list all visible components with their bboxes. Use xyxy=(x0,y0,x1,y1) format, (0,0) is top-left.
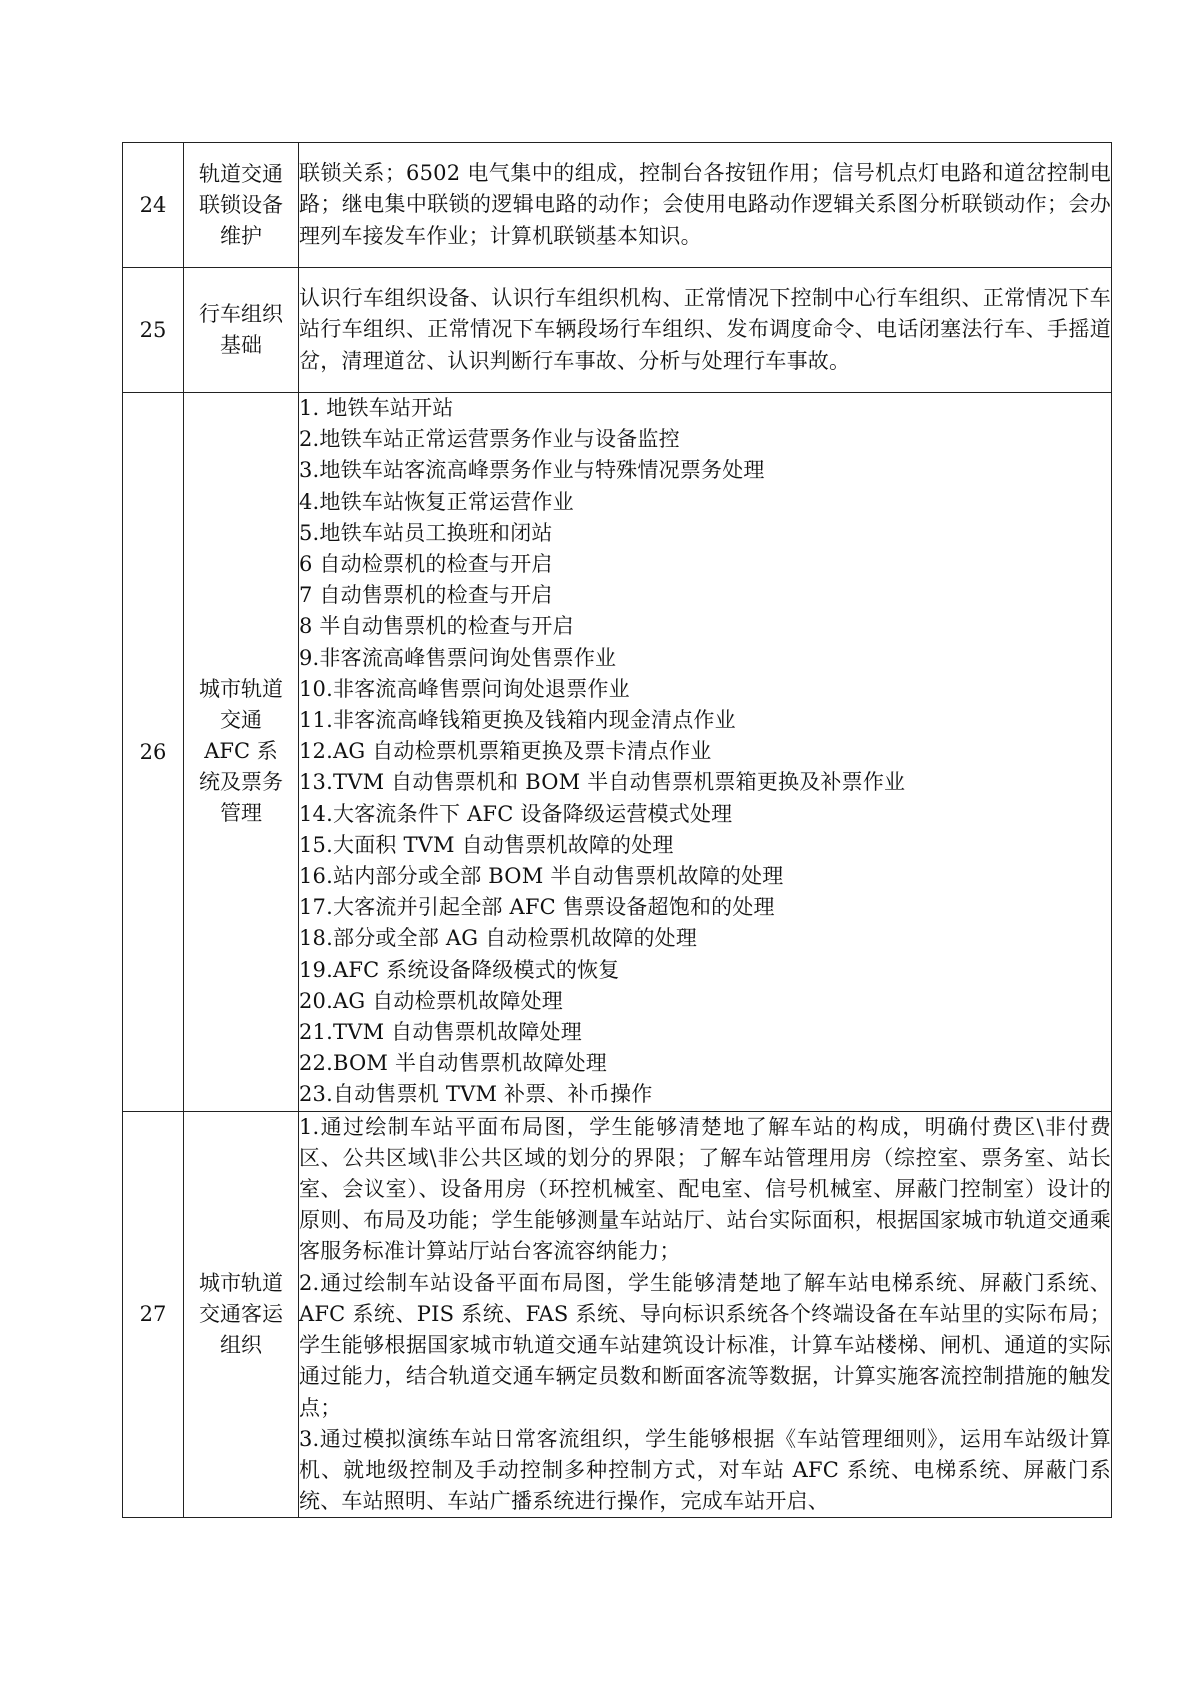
course-content-cell xyxy=(299,1111,1112,1518)
list-item: 13.TVM 自动售票机和 BOM 半自动售票机票箱更换及补票作业 xyxy=(299,770,906,795)
course-name: 城市轨道交通AFC 系统及票务管理 xyxy=(199,677,283,826)
course-table xyxy=(122,142,1112,1518)
list-item: 3.地铁车站客流高峰票务作业与特殊情况票务处理 xyxy=(299,458,765,483)
row-number: 24 xyxy=(123,143,184,268)
list-item: 8 半自动售票机的检查与开启 xyxy=(299,614,574,639)
table-row xyxy=(123,268,1112,393)
course-content-cell xyxy=(299,393,1112,1112)
course-name: 行车组织基础 xyxy=(199,302,283,357)
list-item: 14.大客流条件下 AFC 设备降级运营模式处理 xyxy=(299,801,733,826)
list-item: 16.站内部分或全部 BOM 半自动售票机故障的处理 xyxy=(299,864,784,889)
list-item: 11.非客流高峰钱箱更换及钱箱内现金清点作业 xyxy=(299,708,736,733)
course-name-cell xyxy=(184,268,299,393)
row-number: 27 xyxy=(123,1111,184,1518)
course-content-cell xyxy=(299,143,1112,268)
list-item: 18.部分或全部 AG 自动检票机故障的处理 xyxy=(299,926,698,951)
list-item: 4.地铁车站恢复正常运营作业 xyxy=(299,489,574,514)
list-item: 1. 地铁车站开站 xyxy=(299,396,454,420)
course-content: 认识行车组织设备、认识行车组织机构、正常情况下控制中心行车组织、正常情况下车站行车组织、正常情况下车辆段场行车组织、发布调度命令、电话闭塞法行车、手摇道岔，清理道岔、认识判断行车事故、分析与处理行车事故。 xyxy=(299,286,1111,373)
list-item: 21.TVM 自动售票机故障处理 xyxy=(299,1020,582,1045)
course-content: 联锁关系；6502 电气集中的组成，控制台各按钮作用；信号机点灯电路和道岔控制电路；继电集中联锁的逻辑电路的动作；会使用电路动作逻辑关系图分析联锁动作；会办理列车接发车作业；计算机联锁基本知识。 xyxy=(299,161,1111,248)
list-item: 17.大客流并引起全部 AFC 售票设备超饱和的处理 xyxy=(299,895,775,920)
row-number: 26 xyxy=(123,393,184,1112)
table-row xyxy=(123,1111,1112,1518)
list-item: 5.地铁车站员工换班和闭站 xyxy=(299,520,553,545)
list-item: 6 自动检票机的检查与开启 xyxy=(299,552,553,577)
list-item: 12.AG 自动检票机票箱更换及票卡清点作业 xyxy=(299,739,712,764)
table-row xyxy=(123,143,1112,268)
table-row xyxy=(123,393,1112,1112)
content-paragraph: 1.通过绘制车站平面布局图，学生能够清楚地了解车站的构成，明确付费区\非付费区、公共区域\非公共区域的划分的界限；了解车站管理用房（综控室、票务室、站长室、会议室）、设备用房（环控机械室、配电室、信号机械室、屏蔽门控制室）设计的原则、布局及功能；学生能够测量车站站厅、站台实际面积，根据国家城市轨道交通乘客服务标准计算站厅站台客流容纳能力； xyxy=(299,1114,1111,1264)
row-number: 25 xyxy=(123,268,184,393)
list-item: 15.大面积 TVM 自动售票机故障的处理 xyxy=(299,832,674,857)
course-content-cell xyxy=(299,268,1112,393)
course-name-cell xyxy=(184,393,299,1112)
course-name: 城市轨道交通客运组织 xyxy=(199,1270,283,1357)
course-name-cell xyxy=(184,1111,299,1518)
list-item: 9.非客流高峰售票问询处售票作业 xyxy=(299,645,617,670)
list-item: 7 自动售票机的检查与开启 xyxy=(299,583,553,608)
content-paragraph: 2.通过绘制车站设备平面布局图，学生能够清楚地了解车站电梯系统、屏蔽门系统、AFC 系统、PIS 系统、FAS 系统、导向标识系统各个终端设备在车站里的实际布局；学生能够根据国家城市轨道交通车站建筑设计标准，计算车站楼梯、闸机、通道的实际通过能力，结合轨道交通车辆定员数和断面客流等数据，计算实施客流控制措施的触发点； xyxy=(299,1270,1111,1420)
course-name-cell xyxy=(184,143,299,268)
list-item: 10.非客流高峰售票问询处退票作业 xyxy=(299,676,630,701)
list-item: 2.地铁车站正常运营票务作业与设备监控 xyxy=(299,427,680,452)
list-item: 19.AFC 系统设备降级模式的恢复 xyxy=(299,957,620,982)
course-name: 轨道交通联锁设备维护 xyxy=(199,161,283,248)
content-paragraph: 3.通过模拟演练车站日常客流组织，学生能够根据《车站管理细则》，运用车站级计算机、就地级控制及手动控制多种控制方式，对车站 AFC 系统、电梯系统、屏蔽门系统、车站照明、车站广播系统进行操作，完成车站开启、 xyxy=(299,1426,1111,1514)
list-item: 22.BOM 半自动售票机故障处理 xyxy=(299,1051,608,1076)
list-item: 20.AG 自动检票机故障处理 xyxy=(299,988,564,1013)
list-item: 23.自动售票机 TVM 补票、补币操作 xyxy=(299,1082,653,1107)
